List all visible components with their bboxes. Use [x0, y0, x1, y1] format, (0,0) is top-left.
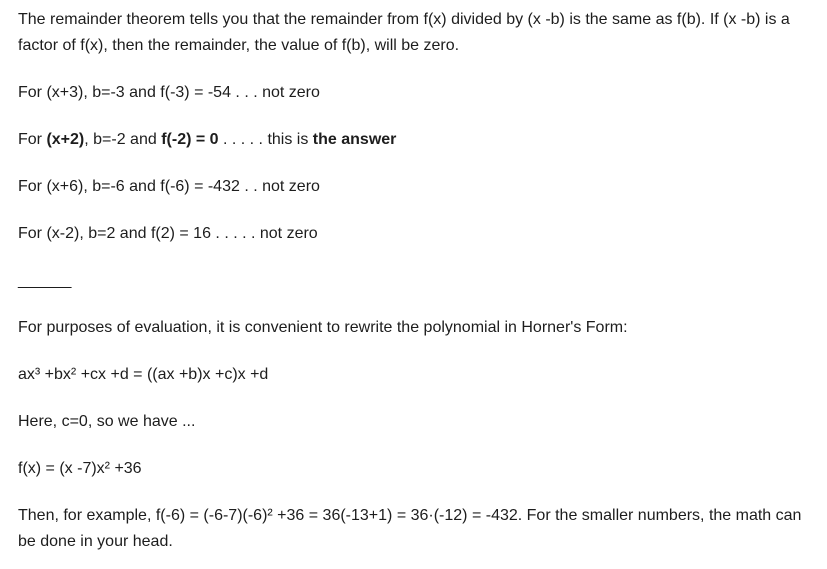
divider-underscores: ______ [18, 272, 72, 289]
example-paragraph: Then, for example, f(-6) = (-6-7)(-6)² +36 = 36(-13+1) = 36·(-12) = -432. For the smaller numbers, the math can be done in your head. [18, 507, 802, 550]
case-x-plus-3-line: For (x+3), b=-3 and f(-3) = -54 . . . not zero [18, 84, 320, 101]
intro-paragraph: The remainder theorem tells you that the remainder from f(x) divided by (x -b) is the same as f(b). If (x -b) is a factor of f(x), then the remainder, the value of f(b), will be zero. [18, 11, 790, 54]
horner-form-equation: ax³ +bx² +cx +d = ((ax +b)x +c)x +d [18, 366, 269, 383]
horner-intro-paragraph: For purposes of evaluation, it is convenient to rewrite the polynomial in Horner's Form: [18, 319, 628, 336]
c-zero-note-line: Here, c=0, so we have ... [18, 413, 196, 430]
case-x-plus-2-bold-value: f(-2) = 0 [161, 131, 219, 148]
case-x-plus-2-mid2: . . . . . this is [218, 131, 313, 148]
fx-rewritten-equation: f(x) = (x -7)x² +36 [18, 460, 142, 477]
case-x-plus-2-line [18, 127, 807, 153]
case-x-plus-2-prefix: For [18, 131, 47, 148]
case-x-plus-6-line: For (x+6), b=-6 and f(-6) = -432 . . not zero [18, 178, 320, 195]
case-x-plus-2-bold-answer: the answer [312, 131, 397, 148]
case-x-minus-2-line: For (x-2), b=2 and f(2) = 16 . . . . . not zero [18, 225, 318, 242]
case-x-plus-2-bold-factor: (x+2) [46, 131, 85, 148]
case-x-plus-2-mid1: , b=-2 and [84, 131, 162, 148]
